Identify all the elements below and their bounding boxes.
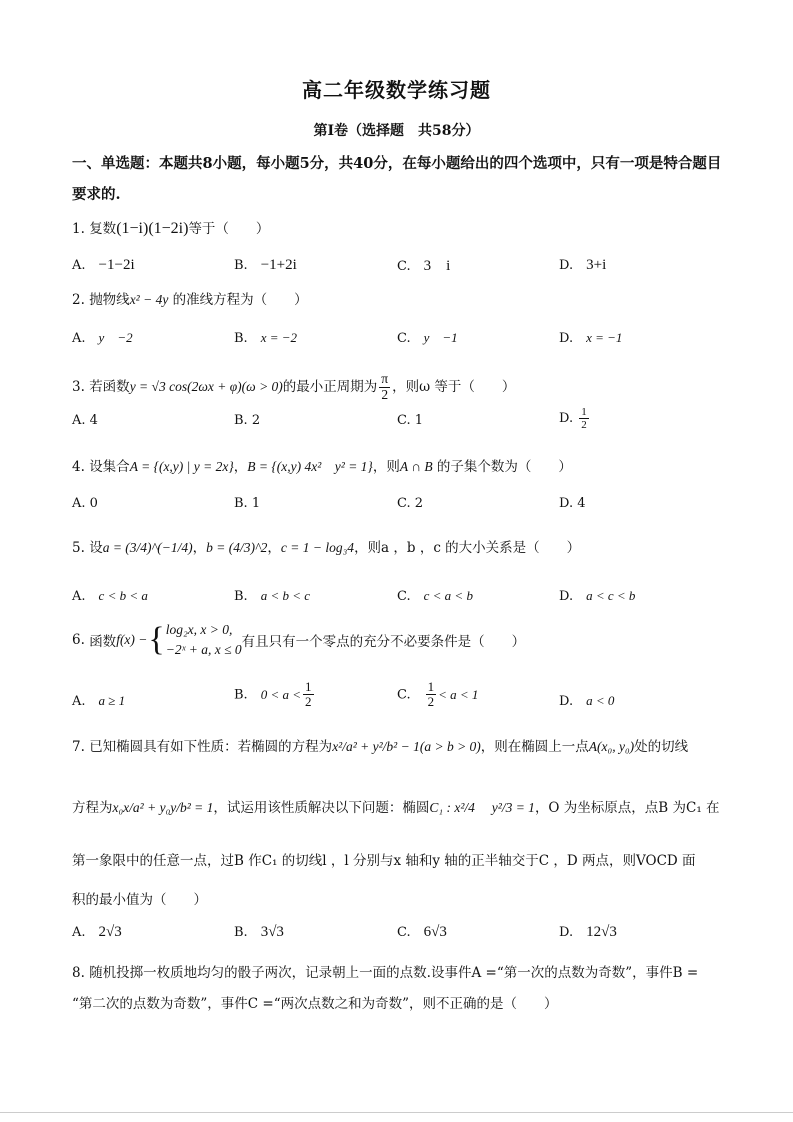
q5-b: b = (4/3)^2 xyxy=(206,540,268,555)
q2-expression: x² − 4y xyxy=(129,292,169,307)
q2-option-d: D. x = −1 xyxy=(559,330,623,346)
question-8-line-2: “第二次的点数为奇数”，事件C =“两次点数之和为奇数”，则不正确的是（ ） xyxy=(72,996,558,1012)
q6-piecewise: log₂x, x > 0, −2ˣ + a, x ≤ 0 xyxy=(165,622,242,657)
q7-option-a: A. 2√3 xyxy=(72,924,122,940)
q1-suffix: 等于（ ） xyxy=(188,221,270,237)
q5-option-c: C. c < a < b xyxy=(397,588,473,604)
question-5: 5. 设a = (3/4)^(−1/4)，b = (4/3)^2，c = 1 − log₃4，则a ，b ，c 的大小关系是（ ） xyxy=(72,540,581,556)
q6-option-b: B. 0 < a < $\frac{1}{2}$ xyxy=(234,679,312,710)
q7-option-b: B. 3√3 xyxy=(234,924,284,940)
q3-option-d: D. $\frac{1}{2}$ xyxy=(559,406,587,432)
question-8-line-1: 8. 随机投掷一枚质地均匀的骰子两次，记录朝上一面的点数.设事件A =“第一次的点数为奇数”，事件B = xyxy=(72,965,699,981)
q5-option-b: B. a < b < c xyxy=(234,588,311,604)
q1-expression: (1−i)(1−2i) xyxy=(116,220,189,237)
q5-c: c = 1 − log₃4 xyxy=(280,540,355,555)
q4-option-d: D. 4 xyxy=(559,496,586,511)
q3-expression: y = √3 cos(2ωx + φ)(ω > 0) xyxy=(129,378,283,394)
q4-intersection: A ∩ B xyxy=(399,459,433,474)
q1-number: 1. xyxy=(72,221,85,237)
q1-option-d: D. 3+i xyxy=(559,257,607,273)
q1-option-b: B. −1+2i xyxy=(234,257,297,273)
question-7-line-1: 7. 已知椭圆具有如下性质：若椭圆的方程为x²/a² + y²/b² − 1(a > b > 0)，则在椭圆上一点A(x₀, y₀)处的切线 xyxy=(72,739,689,755)
question-7-line-4: 积的最小值为（ ） xyxy=(72,892,207,908)
q1-option-a: A. −1−2i xyxy=(72,257,135,273)
q4-option-b: B. 1 xyxy=(234,496,261,511)
q2-option-c: C. y −1 xyxy=(397,330,458,346)
question-7-line-3: 第一象限中的任意一点，过B 作C₁ 的切线l ，l 分别与x 轴和y 轴的正半轴交于C ，D 两点，则VOCD 面 xyxy=(72,853,696,869)
q3-option-b: B. 2 xyxy=(234,413,261,428)
q6-option-c: C. $\frac{1}{2}$ < a < 1 xyxy=(397,679,479,710)
question-3: 3. 若函数y = √3 cos(2ωx + φ)(ω > 0)的最小正周期为 $\frac{\pi}{2}$ ，则ω 等于（ ） xyxy=(72,371,516,402)
q5-option-a: A. c < b < a xyxy=(72,588,148,604)
q4-set-a: A = {(x,y) | y = 2x} xyxy=(129,459,234,474)
q3-option-c: C. 1 xyxy=(397,413,424,428)
q3-period-fraction: $\frac{\pi}{2}$ xyxy=(381,371,389,402)
page-title: 高二年级数学练习题 xyxy=(302,78,491,102)
q5-option-d: D. a < c < b xyxy=(559,588,636,604)
question-1 xyxy=(72,217,269,238)
q2-option-a: A. y −2 xyxy=(72,330,133,346)
question-2: 2. 抛物线x² − 4y 的准线方程为（ ） xyxy=(72,292,308,308)
question-6: 6. 函数f(x) −{ log₂x, x > 0, −2ˣ + a, x ≤ 0 有且只有一个零点的充分不必要条件是（ ） xyxy=(72,621,526,658)
section-instructions: 一、单选题：本题共8小题，每小题5分，共40分，在每小题给出的四个选项中，只有一项是特合题目要求的. xyxy=(72,155,722,203)
q4-option-c: C. 2 xyxy=(397,496,424,511)
q5-a: a = (3/4)^(−1/4) xyxy=(102,540,193,555)
question-7-line-2: 方程为x₀x/a² + y₀y/b² = 1，试运用该性质解决以下问题：椭圆C₁ : x²/4 y²/3 = 1，O 为坐标原点，点B 为C₁ 在 xyxy=(72,800,720,816)
q2-option-b: B. x = −2 xyxy=(234,330,298,346)
q4-set-b: B = {(x,y) 4x² y² = 1} xyxy=(247,459,373,474)
q1-option-c: C. 3 i xyxy=(397,258,451,274)
q1-prefix: 复数 xyxy=(89,221,117,237)
q3-option-a: A. 4 xyxy=(72,413,98,428)
q4-option-a: A. 0 xyxy=(72,496,98,511)
page-divider xyxy=(0,1112,793,1113)
part-heading: 第I卷（选择题 共58分） xyxy=(313,123,480,139)
q7-option-d: D. 12√3 xyxy=(559,924,617,940)
q7-option-c: C. 6√3 xyxy=(397,924,447,940)
q6-function: f(x) − xyxy=(116,632,148,647)
q6-option-a: A. a ≥ 1 xyxy=(72,693,126,709)
question-4: 4. 设集合A = {(x,y) | y = 2x}，B = {(x,y) 4x² y² = 1}，则A ∩ B 的子集个数为（ ） xyxy=(72,459,572,475)
q6-option-d: D. a < 0 xyxy=(559,693,615,709)
